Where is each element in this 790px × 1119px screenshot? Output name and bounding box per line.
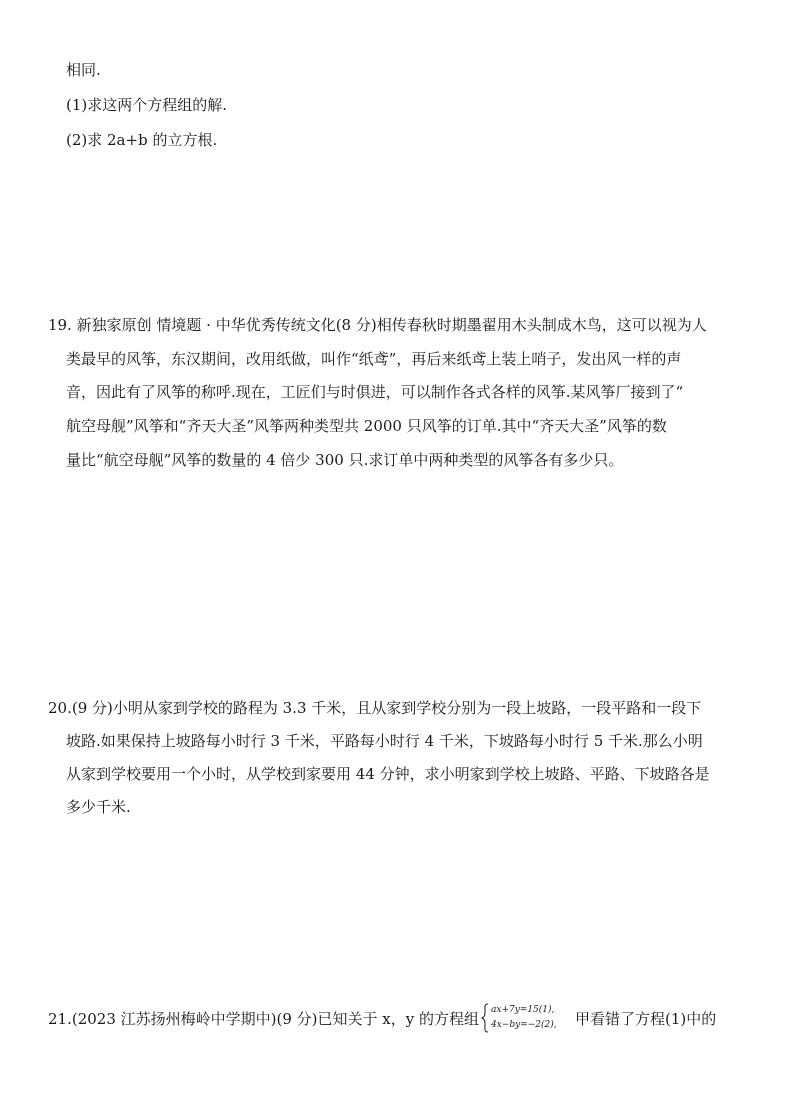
previous-question-part-1: (1)求这两个方程组的解. xyxy=(66,96,228,114)
left-brace-icon xyxy=(481,1003,489,1033)
question-19-line-4: 航空母舰”风筝和“齐天大圣”风筝两种类型共 2000 只风筝的订单.其中“齐天大圣”风筝的数 xyxy=(66,417,667,435)
question-20-line-3: 从家到学校要用一个小时，从学校到家要用 44 分钟，求小明家到学校上坡路、平路、下坡路各是 xyxy=(66,765,710,783)
question-19-line-2: 类最早的风筝，东汉期间，改用纸做，叫作“纸鸢”，再后来纸鸢上装上哨子，发出风一样的声 xyxy=(66,350,682,368)
equation-system xyxy=(481,1001,573,1035)
previous-question-part-2: (2)求 2a+b 的立方根. xyxy=(66,131,218,149)
question-20-line-1: 20.(9 分)小明从家到学校的路程为 3.3 千米，且从家到学校分别为一段上坡路，一段平路和一段下 xyxy=(48,699,702,717)
question-21-text-before: 21.(2023 江苏扬州梅岭中学期中)(9 分)已知关于 x，y 的方程组 xyxy=(48,1009,479,1028)
question-20-line-2: 坡路.如果保持上坡路每小时行 3 千米，平路每小时行 4 千米，下坡路每小时行 5 千米.那么小明 xyxy=(66,732,703,750)
question-20-line-4: 多少千米. xyxy=(66,798,131,816)
previous-question-continuation: 相同. xyxy=(66,61,101,79)
question-19-line-3: 音，因此有了风筝的称呼.现在，工匠们与时俱进，可以制作各式各样的风筝.某风筝厂接到了“ xyxy=(66,383,684,401)
question-21-text-after: 甲看错了方程(1)中的 xyxy=(575,1009,717,1028)
question-19-line-1: 19. 新独家原创 情境题 · 中华优秀传统文化(8 分)相传春秋时期墨翟用木头制成木鸟，这可以视为人 xyxy=(48,316,707,334)
equation-1: ax+7y=15(1), xyxy=(491,1005,555,1015)
question-19-line-5: 量比“航空母舰”风筝的数量的 4 倍少 300 只.求订单中两种类型的风筝各有多少只。 xyxy=(66,451,624,469)
equation-2: 4x−by=−2(2), xyxy=(491,1020,557,1030)
